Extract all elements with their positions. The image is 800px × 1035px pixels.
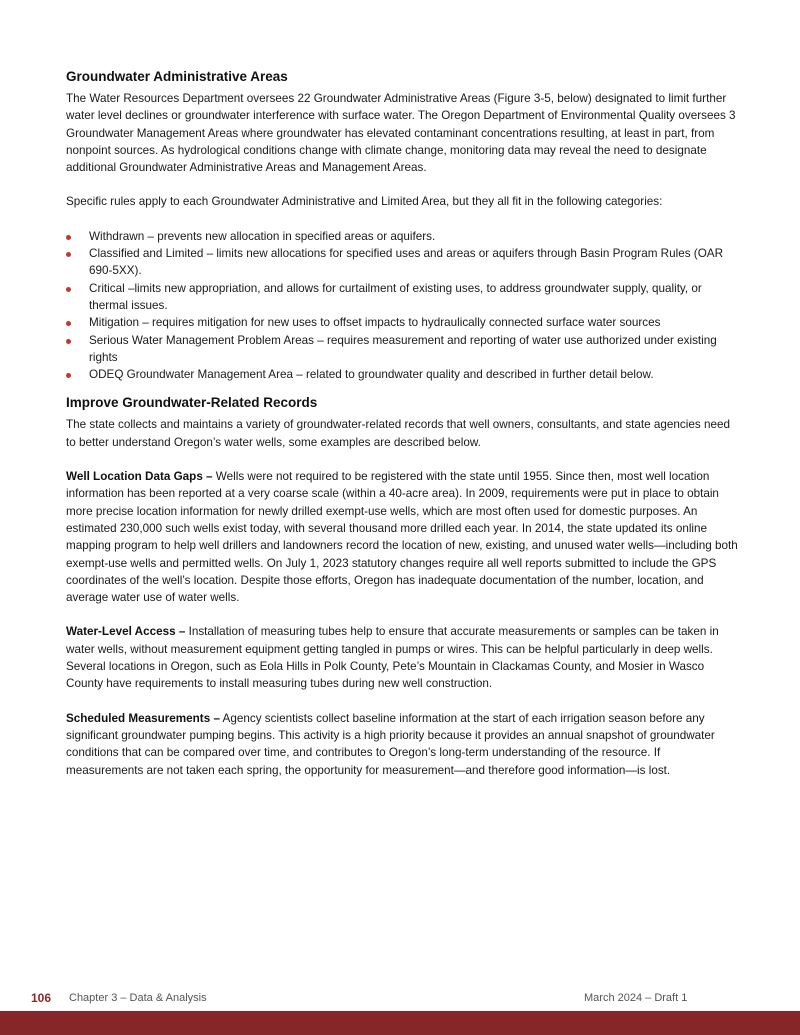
bullet-icon	[66, 252, 71, 257]
paragraph-well-location: Well Location Data Gaps – Wells were not required to be registered with the state until 1955. Since then, most well location information has been reported at a very coarse scale (within a 40-acre area). In 2009, requirements were put in place to obtain more precise location information for newly drilled exempt-use wells, which are most often used for domestic purposes. An estimated 230,000 such wells exist today, with several thousand more drilled each year. In 2014, the state updated its online mapping program to help well drillers and landowners record the location of new, existing, and unused water wells—including both exempt-use wells and permitted wells. On July 1, 2023 statutory changes require all well reports submitted to include the GPS coordinates of the well’s location. Despite those efforts, Oregon has inadequate documentation of the number, location, and average water use of water wells.	[66, 470, 738, 605]
bullet-icon	[66, 287, 71, 292]
bullet-icon	[66, 339, 71, 344]
list-item: Mitigation – requires mitigation for new uses to offset impacts to hydraulically connected surface water sources	[66, 314, 738, 331]
lead-term: Water-Level Access –	[66, 625, 186, 639]
paragraph-groundwater-areas: The Water Resources Department oversees 22 Groundwater Administrative Areas (Figure 3-5, below) designated to limit further water level declines or groundwater interference with surface water. The Oregon Department of Environmental Quality oversees 3 Groundwater Management Areas where groundwater has elevated contaminant concentrations resulting, at least in part, from nonpoint sources. As hydrological conditions change with climate change, monitoring data may reveal the need to designate additional Groundwater Administrative Areas and Management Areas.	[66, 92, 736, 175]
footer-bar	[0, 1011, 800, 1035]
paragraph-records-intro: The state collects and maintains a variety of groundwater-related records that well owners, consultants, and state agencies need to better understand Oregon’s water wells, some examples are described below.	[66, 418, 730, 449]
list-item: Critical –limits new appropriation, and allows for curtailment of existing uses, to address groundwater supply, quality, or thermal issues.	[66, 280, 738, 315]
paragraph-scheduled-measurements: Scheduled Measurements – Agency scientists collect baseline information at the start of each irrigation season before any significant groundwater pumping begins. This activity is a high priority because it provides an annual snapshot of groundwater conditions that can be compared over time, and contributes to Oregon’s long-term understanding of the resource. If measurements are not taken each spring, the opportunity for measurement—and therefore good information—is lost.	[66, 711, 715, 777]
chapter-label: Chapter 3 – Data & Analysis	[69, 992, 207, 1004]
draft-label: March 2024 – Draft 1	[584, 992, 688, 1004]
paragraph-water-level: Water-Level Access – Installation of measuring tubes help to ensure that accurate measurements or samples can be taken in water wells, without measurement equipment getting tangled in pumps or wires. This can be helpful particularly in deep wells. Several locations in Oregon, such as Eola Hills in Polk County, Pete’s Mountain in Clackamas County, and Mosier in Wasco County have requirements to install measuring tubes during new well construction.	[66, 625, 719, 691]
bullet-icon	[66, 373, 71, 378]
page-footer	[31, 991, 771, 1007]
page-content	[66, 68, 738, 779]
paragraph-rules: Specific rules apply to each Groundwater Administrative and Limited Area, but they all fit in the following categories:	[66, 195, 663, 209]
page-number: 106	[31, 991, 52, 1005]
section-heading-groundwater-areas: Groundwater Administrative Areas	[66, 69, 288, 84]
section-heading-records: Improve Groundwater-Related Records	[66, 395, 318, 411]
bullet-icon	[66, 235, 71, 240]
list-item: ODEQ Groundwater Management Area – related to groundwater quality and described in further detail below.	[66, 366, 738, 383]
category-list	[66, 228, 738, 384]
list-item: Serious Water Management Problem Areas – requires measurement and reporting of water use authorized under existing rights	[66, 332, 738, 367]
list-item: Classified and Limited – limits new allocations for specified uses and areas or aquifers through Basin Program Rules (OAR 690-5XX).	[66, 245, 738, 280]
bullet-icon	[66, 321, 71, 326]
list-item: Withdrawn – prevents new allocation in specified areas or aquifers.	[66, 228, 738, 245]
lead-term: Scheduled Measurements –	[66, 711, 220, 725]
lead-term: Well Location Data Gaps –	[66, 470, 213, 484]
